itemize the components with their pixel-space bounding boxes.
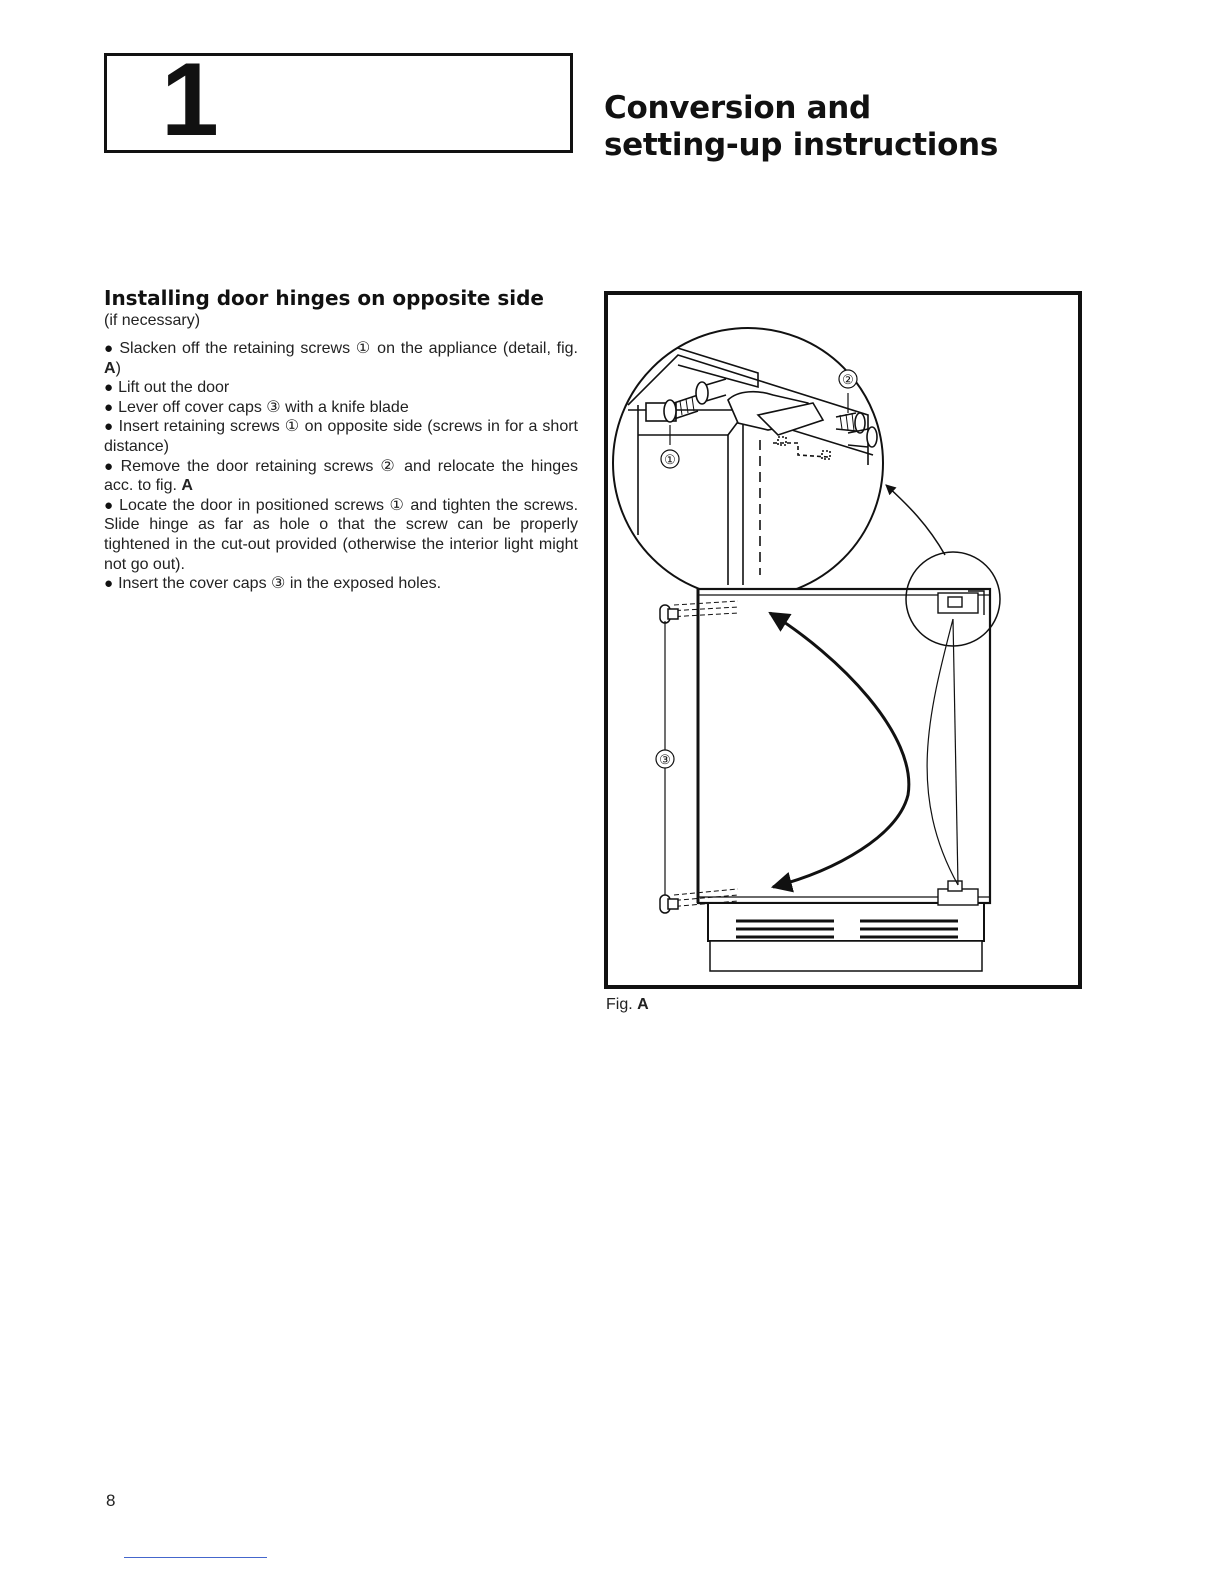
page-title-line-1: Conversion and [604, 90, 871, 126]
step-text-end: ) [115, 359, 121, 377]
chapter-number: 1 [161, 42, 219, 158]
appliance-drawing [660, 589, 990, 971]
bullet-icon: ● [104, 379, 114, 397]
bullet-icon: ● [104, 575, 114, 593]
callout-screw-label: ① [664, 452, 676, 467]
page-title-line-2: setting-up instructions [604, 127, 998, 163]
callout-door-screw-label: ② [842, 372, 854, 387]
figure-reference: A [104, 359, 116, 377]
hinge-detail-view [613, 328, 883, 598]
chapter-number-box [104, 42, 573, 158]
instruction-step [104, 417, 578, 456]
section-subheading: (if necessary) [104, 312, 201, 329]
step-text: Insert retaining screws ① on opposite side (screws in for a short distance) [104, 418, 579, 455]
instruction-step [104, 378, 578, 398]
step-text: Locate the door in positioned screws ① and tighten the screws. Slide hinge as far as hole o that the screw can be properly tightened in the cut-out provided (otherwise the interior light might not go out). [104, 496, 579, 573]
step-text: Insert the cover caps ③ in the exposed holes. [118, 575, 442, 593]
figure-a-frame [604, 291, 1082, 989]
instruction-step [104, 339, 578, 378]
instruction-step [104, 574, 578, 594]
bullet-icon: ● [104, 418, 114, 436]
detail-pointer-arrow [886, 485, 945, 555]
step-text: Remove the door retaining screws ② and relocate the hinges acc. to fig. [104, 457, 579, 495]
bullet-icon: ● [104, 340, 115, 357]
hinge-icon [938, 591, 984, 615]
page-number: 8 [106, 1491, 116, 1510]
step-text: Lift out the door [118, 379, 230, 397]
hinge-diagram [608, 295, 1078, 985]
cover-cap-icon [660, 895, 678, 913]
figure-reference: A [181, 477, 193, 495]
step-text: Slacken off the retaining screws ① on the appliance (detail, fig. [119, 340, 579, 357]
bullet-icon: ● [104, 398, 114, 416]
cover-cap-icon [660, 605, 678, 623]
instruction-step [104, 457, 578, 496]
callout-cap-label: ③ [659, 752, 671, 767]
bullet-icon: ● [104, 496, 115, 514]
figure-caption [606, 995, 649, 1015]
footer-rule [124, 1557, 267, 1558]
instruction-step [104, 496, 578, 574]
instruction-list [104, 339, 578, 594]
bullet-icon: ● [104, 457, 116, 475]
figure-caption-prefix: Fig. [606, 996, 638, 1013]
section-heading: Installing door hinges on opposite side [104, 286, 544, 310]
page-title [604, 90, 998, 164]
step-text: Lever off cover caps ③ with a knife blade [118, 398, 409, 416]
figure-caption-letter: A [637, 996, 649, 1013]
instruction-step [104, 398, 578, 418]
